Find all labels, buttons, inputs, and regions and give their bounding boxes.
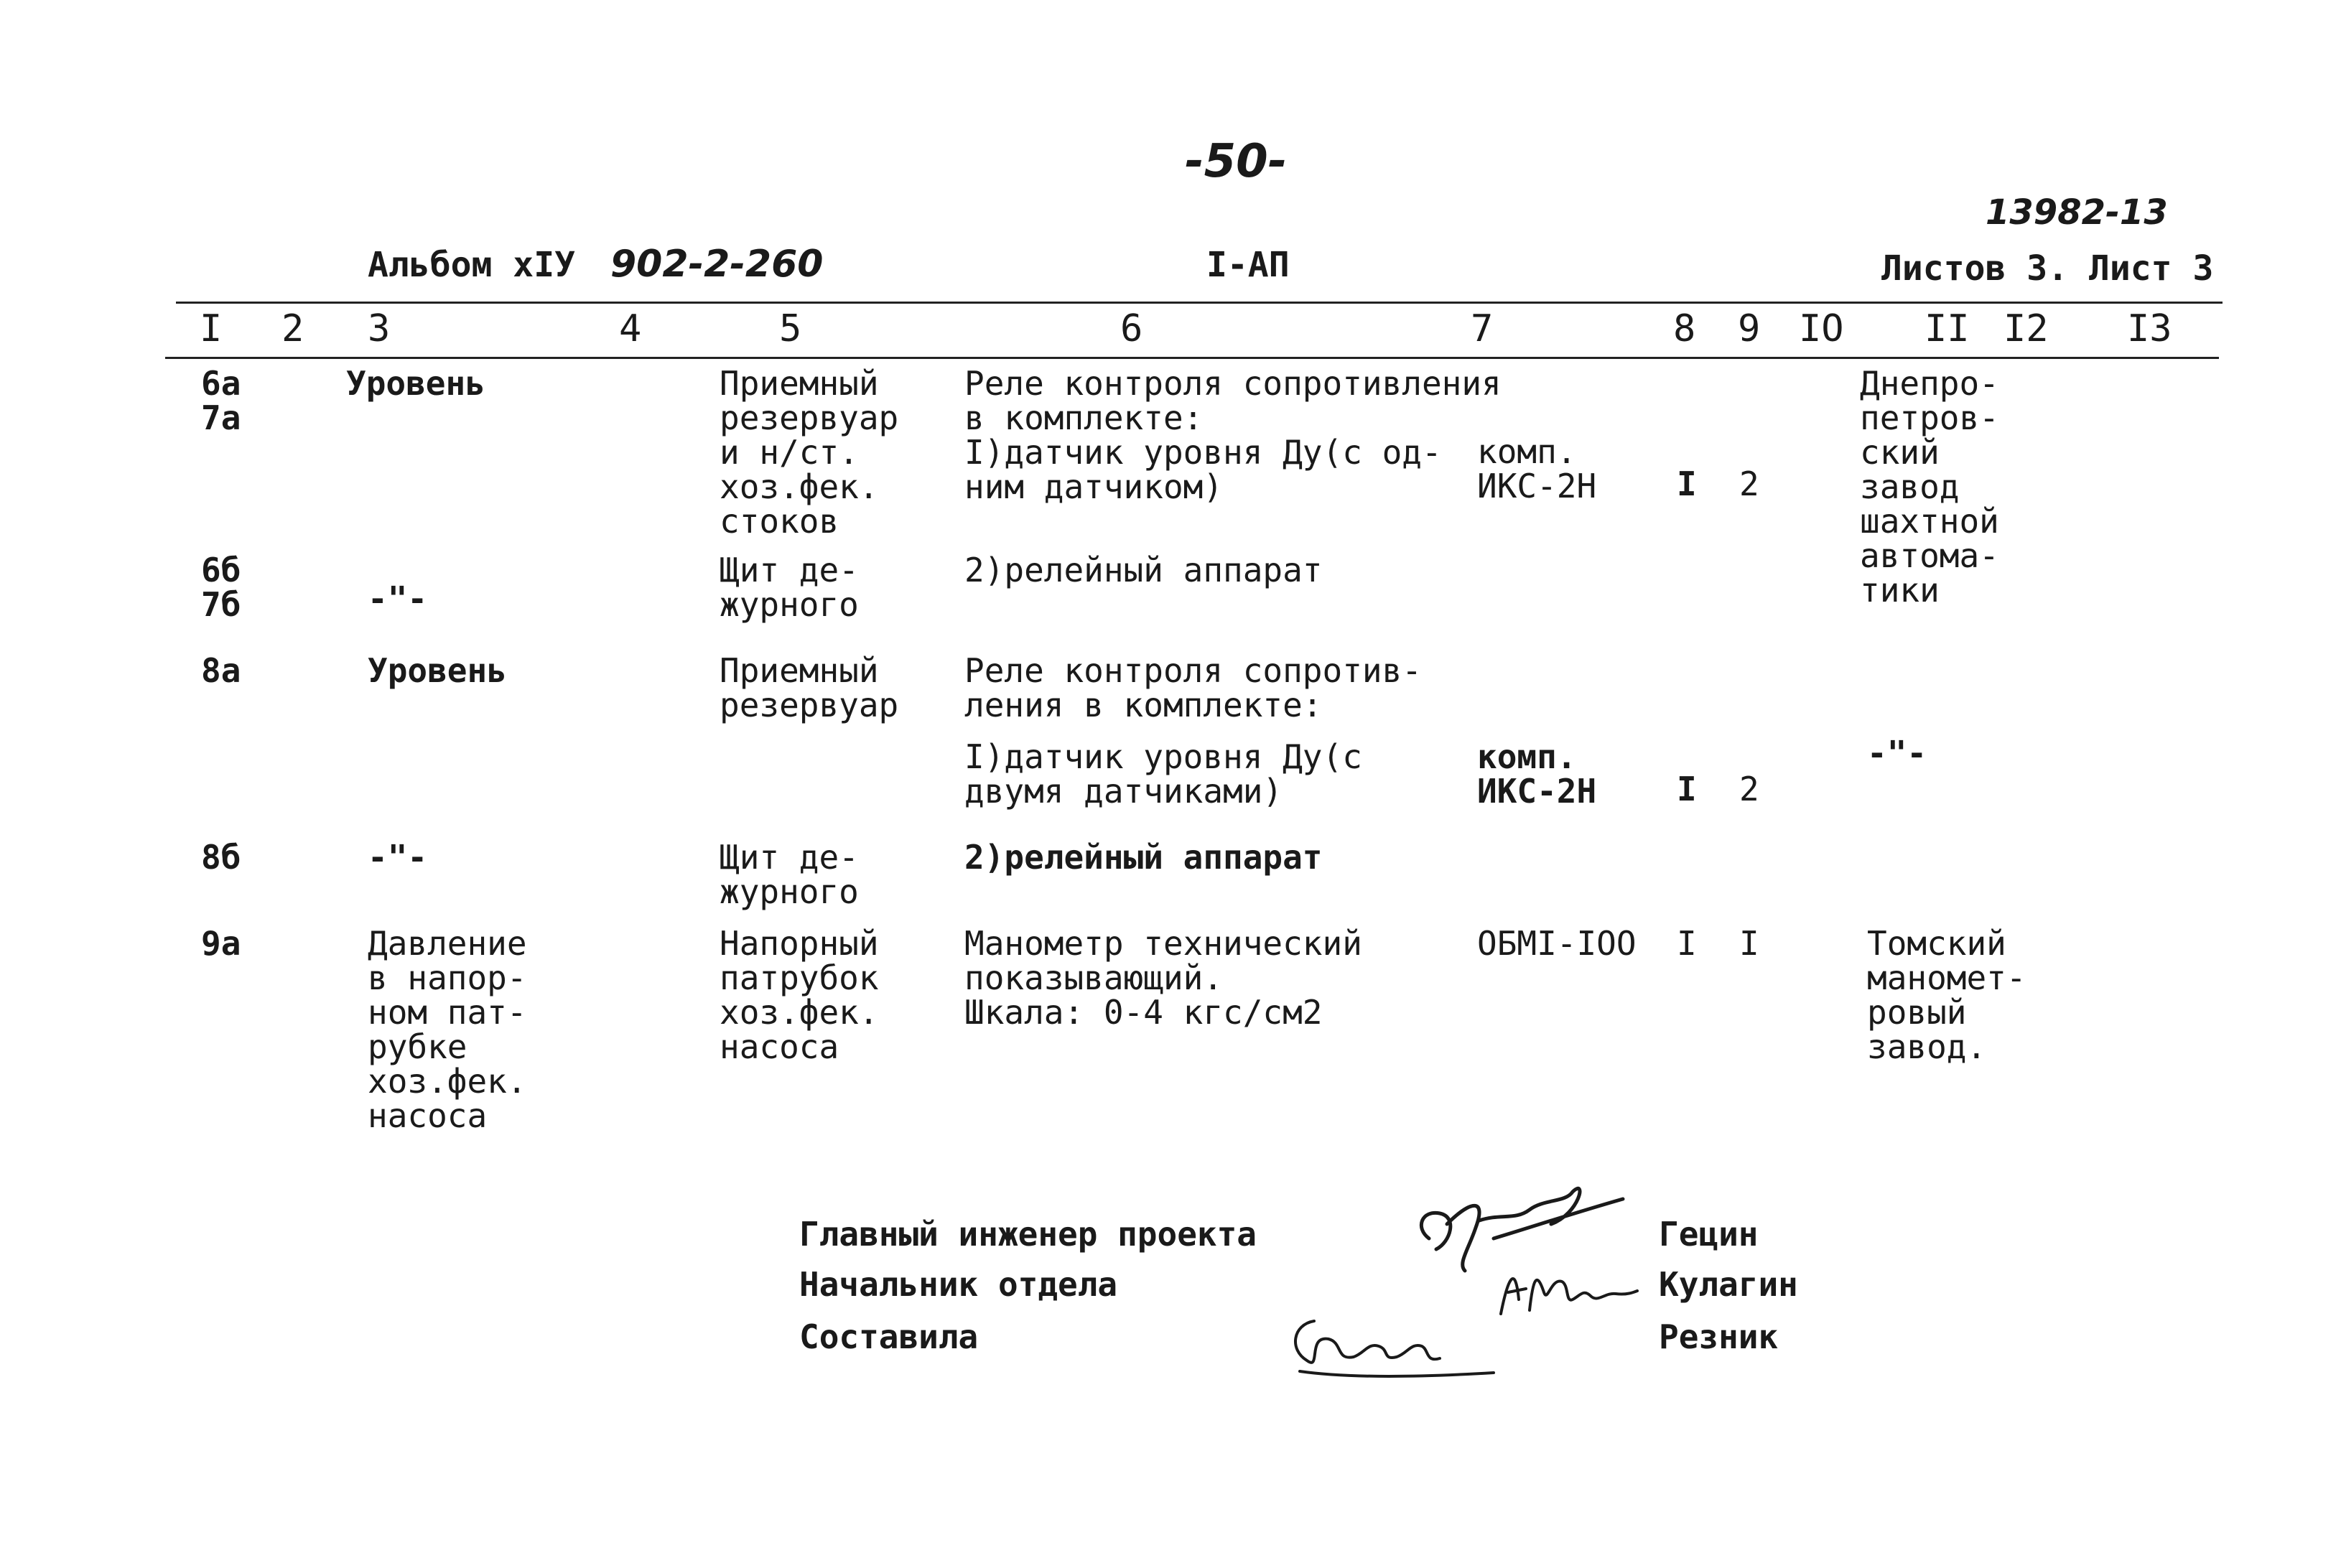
row3-manufacturer: -"- (1867, 734, 1927, 773)
column-header-13: I3 (2127, 307, 2172, 350)
column-header-2: 2 (281, 307, 304, 350)
album-code: 902-2-260 (610, 243, 824, 286)
document-code: 13982-13 (1986, 192, 2168, 233)
row4-position: 8б (201, 838, 241, 877)
row2-location: Щит де- журного (720, 551, 859, 624)
column-header-6: 6 (1120, 307, 1143, 350)
sheet-count: Листов 3. Лист 3 (1881, 248, 2214, 289)
row1-manufacturer: Днепро- петров- ский завод шахтной автома- тики (1860, 364, 1999, 610)
row3-type: комп. ИКС-2Н (1477, 737, 1597, 811)
row1-qty-9: 2 (1739, 465, 1759, 503)
row3-parameter: Уровень (368, 651, 507, 690)
column-header-7: 7 (1471, 307, 1494, 350)
column-header-4: 4 (619, 307, 642, 350)
row2-device: 2)релейный аппарат (964, 551, 1323, 589)
row4-device: 2)релейный аппарат (964, 838, 1323, 877)
row5-qty-8: I (1677, 924, 1697, 963)
column-header-3: 3 (368, 307, 391, 350)
row1-qty-8: I (1677, 465, 1697, 503)
column-header-5: 5 (779, 307, 802, 350)
signature-role-chief-engineer: Главный инженер проекта (799, 1215, 1257, 1254)
row5-device: Манометр технический показывающий. Шкала: 0-4 кгс/см2 (964, 924, 1362, 1032)
column-header-11: II (1925, 307, 1970, 350)
row5-manufacturer: Томский маномет- ровый завод. (1867, 924, 2026, 1066)
row3-qty-8: I (1677, 770, 1697, 808)
section-code: I-АП (1206, 245, 1290, 285)
album-label: Альбом хIУ (368, 245, 575, 285)
page-number: -50- (1185, 135, 1288, 188)
signature-name-compiler: Резник (1659, 1317, 1779, 1356)
row3-position: 8а (201, 651, 241, 690)
header-top-rule (176, 302, 2223, 304)
signature-role-department-head: Начальник отдела (799, 1265, 1118, 1304)
handwritten-signature-department-head (1494, 1249, 1644, 1328)
row3-qty-9: 2 (1739, 770, 1759, 808)
row5-parameter: Давление в напор- ном пат- рубке хоз.фек. насоса (368, 924, 527, 1135)
column-header-12: I2 (2003, 307, 2049, 350)
column-header-10: IO (1799, 307, 1844, 350)
row1-position: 6а 7а (201, 364, 241, 437)
handwritten-signature-compiler (1285, 1307, 1501, 1386)
row1-parameter: Уровень (346, 364, 485, 403)
column-header-1: I (200, 307, 223, 350)
row3-device: Реле контроля сопротив- ления в комплекте: (964, 651, 1422, 724)
row3-device-sensor: I)датчик уровня Ду(с двумя датчиками) (964, 737, 1362, 811)
column-header-8: 8 (1673, 307, 1696, 350)
signature-role-compiler: Составила (799, 1317, 979, 1356)
row5-location: Напорный патрубок хоз.фек. насоса (720, 924, 879, 1066)
row1-type: комп. ИКС-2Н (1477, 432, 1597, 505)
row2-position: 6б 7б (201, 551, 241, 624)
row5-position: 9а (201, 924, 241, 963)
row4-location: Щит де- журного (720, 838, 859, 911)
column-header-9: 9 (1738, 307, 1761, 350)
row5-qty-9: I (1739, 924, 1759, 963)
signature-name-department-head: Кулагин (1659, 1265, 1798, 1304)
row2-parameter: -"- (368, 579, 428, 618)
row4-parameter: -"- (368, 838, 428, 877)
header-bottom-rule (165, 357, 2219, 359)
row1-device: Реле контроля сопротивления в комплекте: I)датчик уровня Ду(с од- ним датчиком) (964, 364, 1502, 506)
row5-type: ОБМI-IOO (1477, 924, 1637, 963)
row3-location: Приемный резервуар (720, 651, 899, 724)
row1-location: Приемный резервуар и н/ст. хоз.фек. стоков (720, 364, 899, 541)
signature-name-chief-engineer: Гецин (1659, 1215, 1759, 1254)
